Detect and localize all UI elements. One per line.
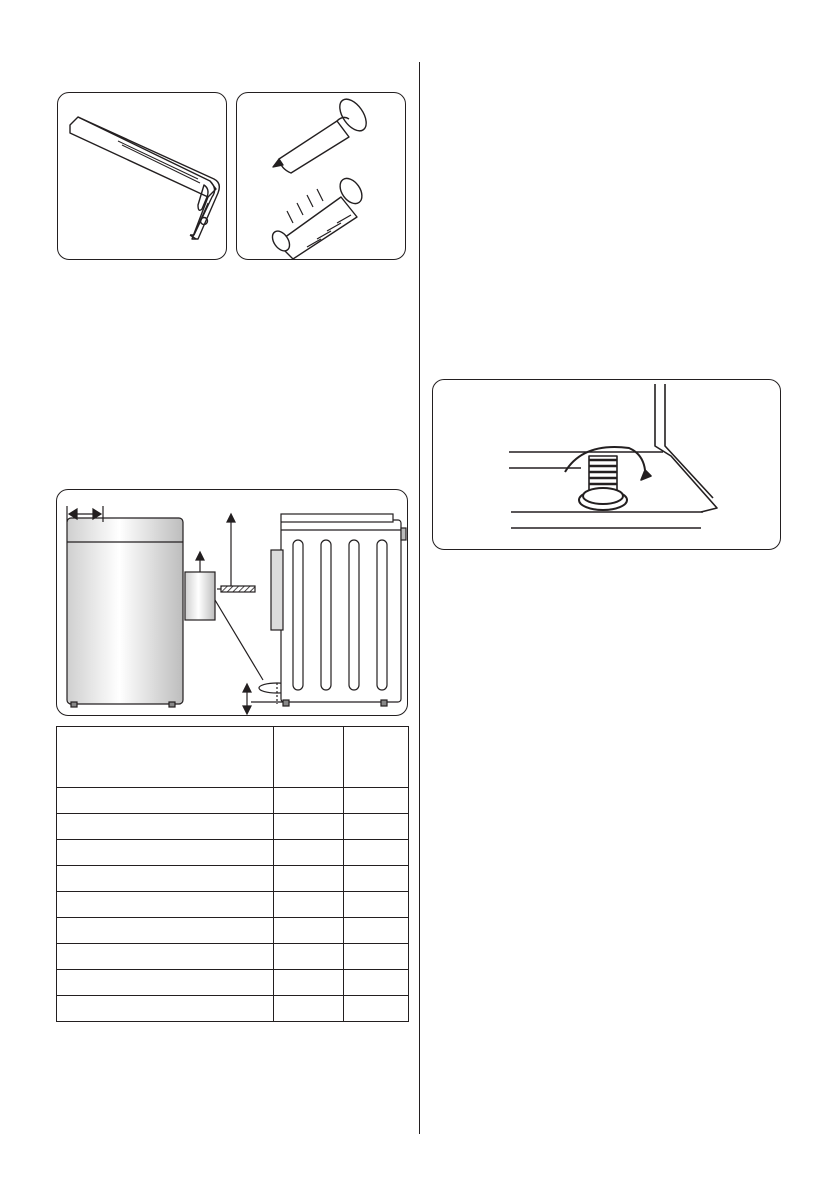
bracket-illustration [58,93,227,260]
table-cell [344,892,409,918]
table-cell [344,996,409,1022]
table-cell [57,814,274,840]
table-cell [57,970,274,996]
table-cell [274,892,344,918]
table-row [57,970,409,996]
table-cell [57,788,274,814]
table-cell [57,918,274,944]
anchor-illustration [237,93,406,260]
bracket-figure-panel [57,92,227,260]
table-cell [57,996,274,1022]
table-header-cell [274,727,344,788]
table-row [57,814,409,840]
table-cell [274,840,344,866]
table-row [57,918,409,944]
table-cell [344,814,409,840]
table-header-row [57,727,409,788]
table-cell [57,944,274,970]
table-cell [344,918,409,944]
table-cell [274,996,344,1022]
table-row [57,892,409,918]
table-header-cell [57,727,274,788]
table-cell [344,788,409,814]
installation-illustration [57,490,408,716]
column-divider [419,62,420,1134]
foot-figure-panel [432,379,781,550]
table-cell [274,866,344,892]
anchor-figure-panel [236,92,406,260]
table-cell [344,840,409,866]
specification-table [56,726,409,1022]
table-row [57,866,409,892]
table-cell [344,944,409,970]
table-cell [274,918,344,944]
table-cell [274,814,344,840]
table-cell [344,970,409,996]
table-row [57,944,409,970]
table-row [57,996,409,1022]
table-row [57,788,409,814]
installation-figure-panel [56,489,408,716]
table-cell [344,866,409,892]
table-header-cell [344,727,409,788]
table-cell [274,788,344,814]
table-cell [274,970,344,996]
table-cell [274,944,344,970]
table-row [57,840,409,866]
table-cell [57,840,274,866]
foot-illustration [433,380,781,550]
table-cell [57,866,274,892]
table-cell [57,892,274,918]
